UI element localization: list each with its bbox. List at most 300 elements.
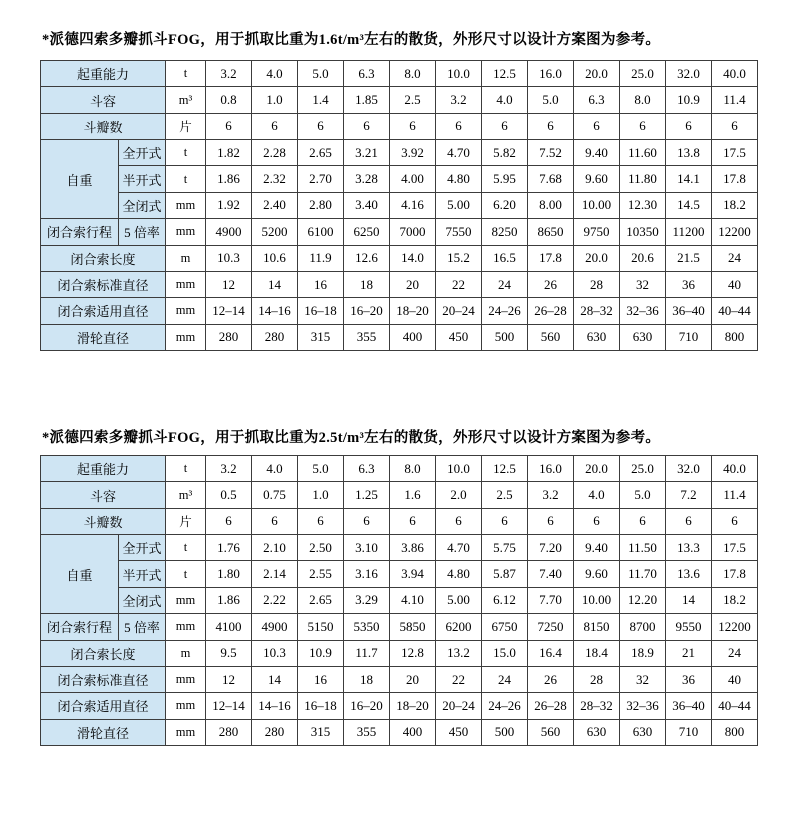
value-cell: 14: [252, 271, 298, 297]
value-cell: 17.5: [712, 140, 758, 166]
value-cell: 18.4: [574, 640, 620, 666]
value-cell: 7.40: [528, 561, 574, 587]
value-cell: 450: [436, 324, 482, 350]
value-cell: 1.86: [206, 587, 252, 613]
value-cell: 5.00: [436, 587, 482, 613]
value-cell: 7.70: [528, 587, 574, 613]
value-cell: 12.8: [390, 640, 436, 666]
value-cell: 12200: [712, 219, 758, 245]
value-cell: 6: [482, 508, 528, 534]
row-sublabel: 全开式: [119, 535, 166, 561]
spec-table-1: [40, 60, 758, 351]
value-cell: 630: [620, 719, 666, 745]
value-cell: 2.70: [298, 166, 344, 192]
row-label: 滑轮直径: [41, 719, 166, 745]
value-cell: 4.0: [482, 87, 528, 113]
value-cell: 8650: [528, 219, 574, 245]
value-cell: 5.00: [436, 192, 482, 218]
value-cell: 280: [206, 324, 252, 350]
value-cell: 630: [574, 324, 620, 350]
value-cell: 2.22: [252, 587, 298, 613]
value-cell: 4900: [206, 219, 252, 245]
value-cell: 14: [666, 587, 712, 613]
value-cell: 4.16: [390, 192, 436, 218]
spec-table-2: [40, 455, 758, 746]
value-cell: 12.5: [482, 456, 528, 482]
unit-cell: t: [166, 535, 206, 561]
value-cell: 14.1: [666, 166, 712, 192]
value-cell: 6: [206, 113, 252, 139]
table-row: [41, 219, 758, 245]
row-sublabel: 半开式: [119, 561, 166, 587]
value-cell: 6: [390, 113, 436, 139]
value-cell: 280: [252, 324, 298, 350]
value-cell: 6: [390, 508, 436, 534]
value-cell: 12–14: [206, 693, 252, 719]
value-cell: 40–44: [712, 693, 758, 719]
value-cell: 3.92: [390, 140, 436, 166]
value-cell: 17.8: [528, 245, 574, 271]
unit-cell: m³: [166, 482, 206, 508]
unit-cell: m: [166, 640, 206, 666]
row-label: 闭合索长度: [41, 640, 166, 666]
value-cell: 6: [436, 113, 482, 139]
value-cell: 450: [436, 719, 482, 745]
value-cell: 9.5: [206, 640, 252, 666]
row-label: 闭合索标准直径: [41, 666, 166, 692]
value-cell: 4.70: [436, 140, 482, 166]
value-cell: 12: [206, 271, 252, 297]
value-cell: 11.7: [344, 640, 390, 666]
value-cell: 6100: [298, 219, 344, 245]
value-cell: 16–20: [344, 298, 390, 324]
value-cell: 20: [390, 666, 436, 692]
value-cell: 6.12: [482, 587, 528, 613]
value-cell: 2.10: [252, 535, 298, 561]
value-cell: 1.6: [390, 482, 436, 508]
table-row: [41, 693, 758, 719]
value-cell: 3.21: [344, 140, 390, 166]
table-row: [41, 508, 758, 534]
unit-cell: mm: [166, 219, 206, 245]
value-cell: 6: [252, 113, 298, 139]
value-cell: 710: [666, 324, 712, 350]
value-cell: 24–26: [482, 298, 528, 324]
unit-cell: m³: [166, 87, 206, 113]
table-row: [41, 482, 758, 508]
value-cell: 11.60: [620, 140, 666, 166]
value-cell: 17.8: [712, 561, 758, 587]
row-sublabel: 半开式: [119, 166, 166, 192]
value-cell: 6: [666, 113, 712, 139]
value-cell: 18–20: [390, 693, 436, 719]
value-cell: 2.55: [298, 561, 344, 587]
value-cell: 25.0: [620, 61, 666, 87]
value-cell: 6: [528, 113, 574, 139]
value-cell: 6: [528, 508, 574, 534]
value-cell: 11.9: [298, 245, 344, 271]
value-cell: 4.70: [436, 535, 482, 561]
row-label: 闭合索适用直径: [41, 693, 166, 719]
value-cell: 2.5: [390, 87, 436, 113]
value-cell: 5350: [344, 614, 390, 640]
value-cell: 7250: [528, 614, 574, 640]
row-label: 斗瓣数: [41, 113, 166, 139]
value-cell: 14–16: [252, 693, 298, 719]
value-cell: 11.50: [620, 535, 666, 561]
unit-cell: m: [166, 245, 206, 271]
value-cell: 500: [482, 324, 528, 350]
value-cell: 6.3: [344, 61, 390, 87]
value-cell: 13.8: [666, 140, 712, 166]
row-sublabel: 全闭式: [119, 192, 166, 218]
value-cell: 2.80: [298, 192, 344, 218]
value-cell: 12–14: [206, 298, 252, 324]
value-cell: 7550: [436, 219, 482, 245]
row-label: 闭合索行程: [41, 219, 119, 245]
value-cell: 21.5: [666, 245, 712, 271]
value-cell: 14: [252, 666, 298, 692]
value-cell: 20.0: [574, 61, 620, 87]
table-row: [41, 456, 758, 482]
value-cell: 6: [574, 508, 620, 534]
row-sublabel: 全闭式: [119, 587, 166, 613]
value-cell: 6: [666, 508, 712, 534]
value-cell: 6200: [436, 614, 482, 640]
value-cell: 1.80: [206, 561, 252, 587]
value-cell: 16–18: [298, 693, 344, 719]
value-cell: 20.0: [574, 456, 620, 482]
value-cell: 9750: [574, 219, 620, 245]
value-cell: 10.9: [298, 640, 344, 666]
table1-title: *派德四索多瓣抓斗FOG，用于抓取比重为1.6t/m³左右的散货，外形尺寸以设计方案图为参考。: [42, 32, 661, 48]
value-cell: 16: [298, 666, 344, 692]
value-cell: 400: [390, 719, 436, 745]
value-cell: 24: [712, 245, 758, 271]
value-cell: 15.0: [482, 640, 528, 666]
value-cell: 9.60: [574, 561, 620, 587]
value-cell: 1.85: [344, 87, 390, 113]
table-row: [41, 245, 758, 271]
unit-cell: mm: [166, 693, 206, 719]
value-cell: 36: [666, 271, 712, 297]
value-cell: 10.0: [436, 61, 482, 87]
value-cell: 5.0: [528, 87, 574, 113]
value-cell: 16–20: [344, 693, 390, 719]
value-cell: 36–40: [666, 298, 712, 324]
value-cell: 6: [574, 113, 620, 139]
value-cell: 6: [206, 508, 252, 534]
value-cell: 14.0: [390, 245, 436, 271]
value-cell: 22: [436, 666, 482, 692]
row-label: 闭合索长度: [41, 245, 166, 271]
value-cell: 8.00: [528, 192, 574, 218]
value-cell: 20.0: [574, 245, 620, 271]
value-cell: 315: [298, 324, 344, 350]
table-row: [41, 587, 758, 613]
value-cell: 7.52: [528, 140, 574, 166]
value-cell: 11.4: [712, 482, 758, 508]
value-cell: 18: [344, 271, 390, 297]
value-cell: 26–28: [528, 298, 574, 324]
value-cell: 6: [252, 508, 298, 534]
table-row: [41, 614, 758, 640]
table2-title: *派德四索多瓣抓斗FOG，用于抓取比重为2.5t/m³左右的散货，外形尺寸以设计方案图为参考。: [42, 430, 661, 446]
value-cell: 10.00: [574, 587, 620, 613]
unit-cell: t: [166, 61, 206, 87]
unit-cell: mm: [166, 666, 206, 692]
value-cell: 2.65: [298, 140, 344, 166]
value-cell: 7000: [390, 219, 436, 245]
value-cell: 4.80: [436, 561, 482, 587]
value-cell: 40: [712, 271, 758, 297]
value-cell: 32–36: [620, 693, 666, 719]
row-sublabel: 5 倍率: [119, 614, 166, 640]
value-cell: 3.40: [344, 192, 390, 218]
value-cell: 10.3: [206, 245, 252, 271]
value-cell: 11200: [666, 219, 712, 245]
table-row: [41, 719, 758, 745]
value-cell: 10.3: [252, 640, 298, 666]
value-cell: 1.4: [298, 87, 344, 113]
value-cell: 400: [390, 324, 436, 350]
value-cell: 26: [528, 271, 574, 297]
unit-cell: t: [166, 561, 206, 587]
value-cell: 10350: [620, 219, 666, 245]
value-cell: 40.0: [712, 456, 758, 482]
row-label: 斗容: [41, 482, 166, 508]
value-cell: 32.0: [666, 456, 712, 482]
value-cell: 2.0: [436, 482, 482, 508]
value-cell: 7.68: [528, 166, 574, 192]
value-cell: 4.00: [390, 166, 436, 192]
value-cell: 2.5: [482, 482, 528, 508]
value-cell: 16: [298, 271, 344, 297]
value-cell: 1.25: [344, 482, 390, 508]
value-cell: 10.0: [436, 456, 482, 482]
value-cell: 315: [298, 719, 344, 745]
value-cell: 800: [712, 324, 758, 350]
unit-cell: t: [166, 140, 206, 166]
value-cell: 6: [620, 113, 666, 139]
unit-cell: mm: [166, 271, 206, 297]
value-cell: 630: [620, 324, 666, 350]
value-cell: 3.86: [390, 535, 436, 561]
value-cell: 12: [206, 666, 252, 692]
value-cell: 12.5: [482, 61, 528, 87]
value-cell: 6: [712, 508, 758, 534]
value-cell: 8250: [482, 219, 528, 245]
value-cell: 32: [620, 271, 666, 297]
value-cell: 18–20: [390, 298, 436, 324]
value-cell: 26–28: [528, 693, 574, 719]
value-cell: 10.00: [574, 192, 620, 218]
value-cell: 3.94: [390, 561, 436, 587]
value-cell: 18: [344, 666, 390, 692]
value-cell: 13.6: [666, 561, 712, 587]
table-row: [41, 166, 758, 192]
value-cell: 6.3: [574, 87, 620, 113]
value-cell: 0.8: [206, 87, 252, 113]
unit-cell: 片: [166, 113, 206, 139]
value-cell: 6: [298, 113, 344, 139]
value-cell: 2.65: [298, 587, 344, 613]
value-cell: 4.10: [390, 587, 436, 613]
row-label: 起重能力: [41, 456, 166, 482]
value-cell: 9.60: [574, 166, 620, 192]
value-cell: 6: [344, 113, 390, 139]
value-cell: 20–24: [436, 298, 482, 324]
value-cell: 7.20: [528, 535, 574, 561]
value-cell: 18.2: [712, 587, 758, 613]
value-cell: 32.0: [666, 61, 712, 87]
value-cell: 9550: [666, 614, 712, 640]
value-cell: 5150: [298, 614, 344, 640]
unit-cell: mm: [166, 614, 206, 640]
table-row: [41, 298, 758, 324]
value-cell: 6: [482, 113, 528, 139]
value-cell: 8700: [620, 614, 666, 640]
value-cell: 28–32: [574, 693, 620, 719]
value-cell: 2.50: [298, 535, 344, 561]
value-cell: 3.28: [344, 166, 390, 192]
value-cell: 10.6: [252, 245, 298, 271]
value-cell: 0.5: [206, 482, 252, 508]
value-cell: 28: [574, 666, 620, 692]
value-cell: 6: [620, 508, 666, 534]
value-cell: 6750: [482, 614, 528, 640]
value-cell: 1.82: [206, 140, 252, 166]
value-cell: 28: [574, 271, 620, 297]
row-sublabel: 全开式: [119, 140, 166, 166]
value-cell: 18.9: [620, 640, 666, 666]
value-cell: 6.20: [482, 192, 528, 218]
value-cell: 15.2: [436, 245, 482, 271]
value-cell: 32–36: [620, 298, 666, 324]
value-cell: 36: [666, 666, 712, 692]
value-cell: 280: [252, 719, 298, 745]
value-cell: 3.10: [344, 535, 390, 561]
value-cell: 630: [574, 719, 620, 745]
value-cell: 24: [482, 666, 528, 692]
value-cell: 1.0: [298, 482, 344, 508]
value-cell: 12200: [712, 614, 758, 640]
value-cell: 2.14: [252, 561, 298, 587]
value-cell: 11.4: [712, 87, 758, 113]
value-cell: 16.0: [528, 61, 574, 87]
value-cell: 7.2: [666, 482, 712, 508]
value-cell: 24: [482, 271, 528, 297]
value-cell: 16.5: [482, 245, 528, 271]
value-cell: 4.80: [436, 166, 482, 192]
value-cell: 20–24: [436, 693, 482, 719]
unit-cell: mm: [166, 324, 206, 350]
value-cell: 14–16: [252, 298, 298, 324]
row-label: 闭合索适用直径: [41, 298, 166, 324]
table-row: [41, 140, 758, 166]
value-cell: 16–18: [298, 298, 344, 324]
table-row: [41, 61, 758, 87]
value-cell: 12.20: [620, 587, 666, 613]
value-cell: 8.0: [390, 61, 436, 87]
value-cell: 40: [712, 666, 758, 692]
value-cell: 8.0: [390, 456, 436, 482]
value-cell: 13.2: [436, 640, 482, 666]
value-cell: 2.40: [252, 192, 298, 218]
value-cell: 5.75: [482, 535, 528, 561]
row-sublabel: 5 倍率: [119, 219, 166, 245]
value-cell: 3.29: [344, 587, 390, 613]
value-cell: 9.40: [574, 140, 620, 166]
value-cell: 6250: [344, 219, 390, 245]
value-cell: 17.5: [712, 535, 758, 561]
value-cell: 6: [344, 508, 390, 534]
row-group-label: 自重: [41, 535, 119, 614]
row-label: 滑轮直径: [41, 324, 166, 350]
value-cell: 800: [712, 719, 758, 745]
row-label: 闭合索行程: [41, 614, 119, 640]
row-group-label: 自重: [41, 140, 119, 219]
value-cell: 5.0: [620, 482, 666, 508]
value-cell: 3.2: [206, 456, 252, 482]
value-cell: 2.28: [252, 140, 298, 166]
value-cell: 1.76: [206, 535, 252, 561]
value-cell: 16.4: [528, 640, 574, 666]
value-cell: 8150: [574, 614, 620, 640]
value-cell: 20.6: [620, 245, 666, 271]
value-cell: 0.75: [252, 482, 298, 508]
value-cell: 11.80: [620, 166, 666, 192]
value-cell: 3.2: [528, 482, 574, 508]
row-label: 起重能力: [41, 61, 166, 87]
value-cell: 5.87: [482, 561, 528, 587]
row-label: 斗瓣数: [41, 508, 166, 534]
value-cell: 3.2: [206, 61, 252, 87]
table-row: [41, 271, 758, 297]
value-cell: 24–26: [482, 693, 528, 719]
value-cell: 1.92: [206, 192, 252, 218]
row-label: 斗容: [41, 87, 166, 113]
value-cell: 8.0: [620, 87, 666, 113]
value-cell: 32: [620, 666, 666, 692]
value-cell: 5850: [390, 614, 436, 640]
value-cell: 500: [482, 719, 528, 745]
unit-cell: mm: [166, 298, 206, 324]
value-cell: 355: [344, 719, 390, 745]
table-row: [41, 535, 758, 561]
value-cell: 6: [298, 508, 344, 534]
value-cell: 4.0: [574, 482, 620, 508]
value-cell: 6: [436, 508, 482, 534]
value-cell: 11.70: [620, 561, 666, 587]
table-row: [41, 192, 758, 218]
value-cell: 1.86: [206, 166, 252, 192]
value-cell: 20: [390, 271, 436, 297]
unit-cell: mm: [166, 719, 206, 745]
unit-cell: t: [166, 166, 206, 192]
value-cell: 5.82: [482, 140, 528, 166]
value-cell: 1.0: [252, 87, 298, 113]
value-cell: 24: [712, 640, 758, 666]
unit-cell: mm: [166, 192, 206, 218]
value-cell: 710: [666, 719, 712, 745]
value-cell: 9.40: [574, 535, 620, 561]
value-cell: 10.9: [666, 87, 712, 113]
value-cell: 4100: [206, 614, 252, 640]
value-cell: 28–32: [574, 298, 620, 324]
value-cell: 5.0: [298, 456, 344, 482]
value-cell: 2.32: [252, 166, 298, 192]
